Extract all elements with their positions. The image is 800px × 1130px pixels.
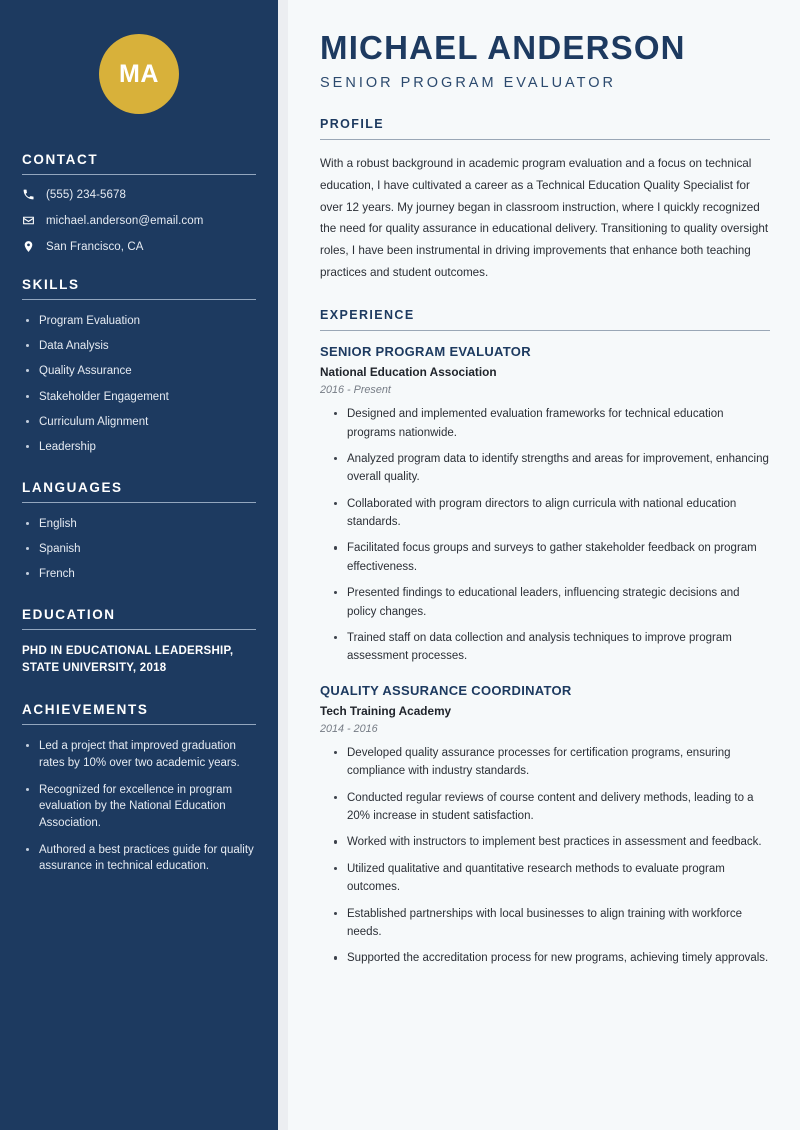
contact-location-value: San Francisco, CA <box>46 240 144 253</box>
education-heading: EDUCATION <box>22 606 116 622</box>
experience-job-title: SENIOR PROGRAM EVALUATOR <box>320 344 531 360</box>
list-item: Established partnerships with local businesses to align training with workforce needs. <box>333 905 770 942</box>
list-item: Curriculum Alignment <box>22 414 256 431</box>
envelope-icon <box>22 214 35 227</box>
list-item: Spanish <box>22 541 256 558</box>
list-item: Trained staff on data collection and analysis techniques to improve program assessment processes. <box>333 629 770 666</box>
list-item: Program Evaluation <box>22 313 256 330</box>
list-item: Presented findings to educational leaders, influencing strategic decisions and policy changes. <box>333 584 770 621</box>
profile-divider <box>320 139 770 140</box>
list-item: Quality Assurance <box>22 363 256 380</box>
sidebar-section-contact <box>22 152 256 253</box>
education-divider <box>22 629 256 630</box>
list-item: Utilized qualitative and quantitative research methods to evaluate program outcomes. <box>333 860 770 897</box>
achievements-heading: ACHIEVEMENTS <box>22 702 149 718</box>
list-item: Conducted regular reviews of course content and delivery methods, leading to a 20% increase in student satisfaction. <box>333 789 770 826</box>
phone-icon <box>22 188 35 201</box>
list-item: Led a project that improved graduation rates by 10% over two academic years. <box>22 738 256 771</box>
list-item: Stakeholder Engagement <box>22 389 256 406</box>
section-profile <box>320 117 770 283</box>
job-subtitle: SENIOR PROGRAM EVALUATOR <box>320 75 616 92</box>
list-item: English <box>22 516 256 533</box>
list-item: French <box>22 566 256 583</box>
experience-dates: 2016 - Present <box>320 384 391 397</box>
achievements-divider <box>22 724 256 725</box>
avatar: MA <box>99 34 179 114</box>
experience-entries <box>320 344 770 968</box>
skills-list <box>22 313 256 456</box>
list-item: Data Analysis <box>22 338 256 355</box>
experience-job-title: QUALITY ASSURANCE COORDINATOR <box>320 682 572 698</box>
sidebar-section-languages <box>22 480 256 583</box>
experience-divider <box>320 330 770 331</box>
list-item: Worked with instructors to implement best practices in assessment and feedback. <box>333 833 770 851</box>
list-item: Analyzed program data to identify strengths and areas for improvement, enhancing overall quality. <box>333 450 770 487</box>
sidebar <box>0 0 278 1130</box>
experience-bullet-list <box>320 405 770 666</box>
avatar-container <box>22 0 256 152</box>
languages-divider <box>22 502 256 503</box>
contact-divider <box>22 174 256 175</box>
contact-heading: CONTACT <box>22 152 99 167</box>
achievements-list <box>22 738 256 875</box>
sidebar-section-skills <box>22 277 256 456</box>
experience-dates: 2014 - 2016 <box>320 722 378 735</box>
languages-heading: LANGUAGES <box>22 479 123 495</box>
contact-email-value: michael.anderson@email.com <box>46 214 204 227</box>
sidebar-section-achievements <box>22 702 256 875</box>
list-item: Developed quality assurance processes for certification programs, ensuring compliance with industry standards. <box>333 744 770 781</box>
page-title: MICHAEL ANDERSON <box>320 29 686 66</box>
list-item: Authored a best practices guide for quality assurance in technical education. <box>22 842 256 875</box>
experience-entry <box>320 683 770 968</box>
profile-heading: PROFILE <box>320 117 384 132</box>
list-item: Collaborated with program directors to align curricula with national education standards. <box>333 495 770 532</box>
main-content <box>288 0 800 1130</box>
list-item: Supported the accreditation process for new programs, achieving timely approvals. <box>333 949 770 967</box>
contact-item-email[interactable] <box>22 214 256 227</box>
experience-company: Tech Training Academy <box>320 703 452 718</box>
section-experience <box>320 308 770 968</box>
languages-list <box>22 516 256 583</box>
experience-heading: EXPERIENCE <box>320 308 415 323</box>
sidebar-section-education <box>22 607 256 679</box>
contact-item-location[interactable] <box>22 240 256 253</box>
profile-text: With a robust background in academic program evaluation and a focus on technical education, I have cultivated a career as a Technical Education Quality Specialist for over 12 years. My journey began in classroom instruction, where I quickly recognized the need for quality assurance in educational delivery. Transitioning to quality oversight roles, I have been instrumental in driving improvements that enhance both teaching practices and student outcomes. <box>320 157 769 279</box>
skills-divider <box>22 299 256 300</box>
experience-company: National Education Association <box>320 365 497 380</box>
list-item: Recognized for excellence in program evaluation by the National Education Association. <box>22 782 256 832</box>
experience-entry <box>320 344 770 666</box>
map-pin-icon <box>22 240 35 253</box>
list-item: Leadership <box>22 439 256 456</box>
skills-heading: SKILLS <box>22 277 80 292</box>
list-item: Designed and implemented evaluation frameworks for technical education programs nationwide. <box>333 405 770 442</box>
experience-bullet-list <box>320 744 770 968</box>
contact-phone-value: (555) 234-5678 <box>46 188 127 201</box>
education-entry: PHD IN EDUCATIONAL LEADERSHIP, STATE UNIVERSITY, 2018 <box>22 644 234 675</box>
list-item: Facilitated focus groups and surveys to gather stakeholder feedback on program effectiveness. <box>333 539 770 576</box>
contact-item-phone[interactable] <box>22 188 256 201</box>
